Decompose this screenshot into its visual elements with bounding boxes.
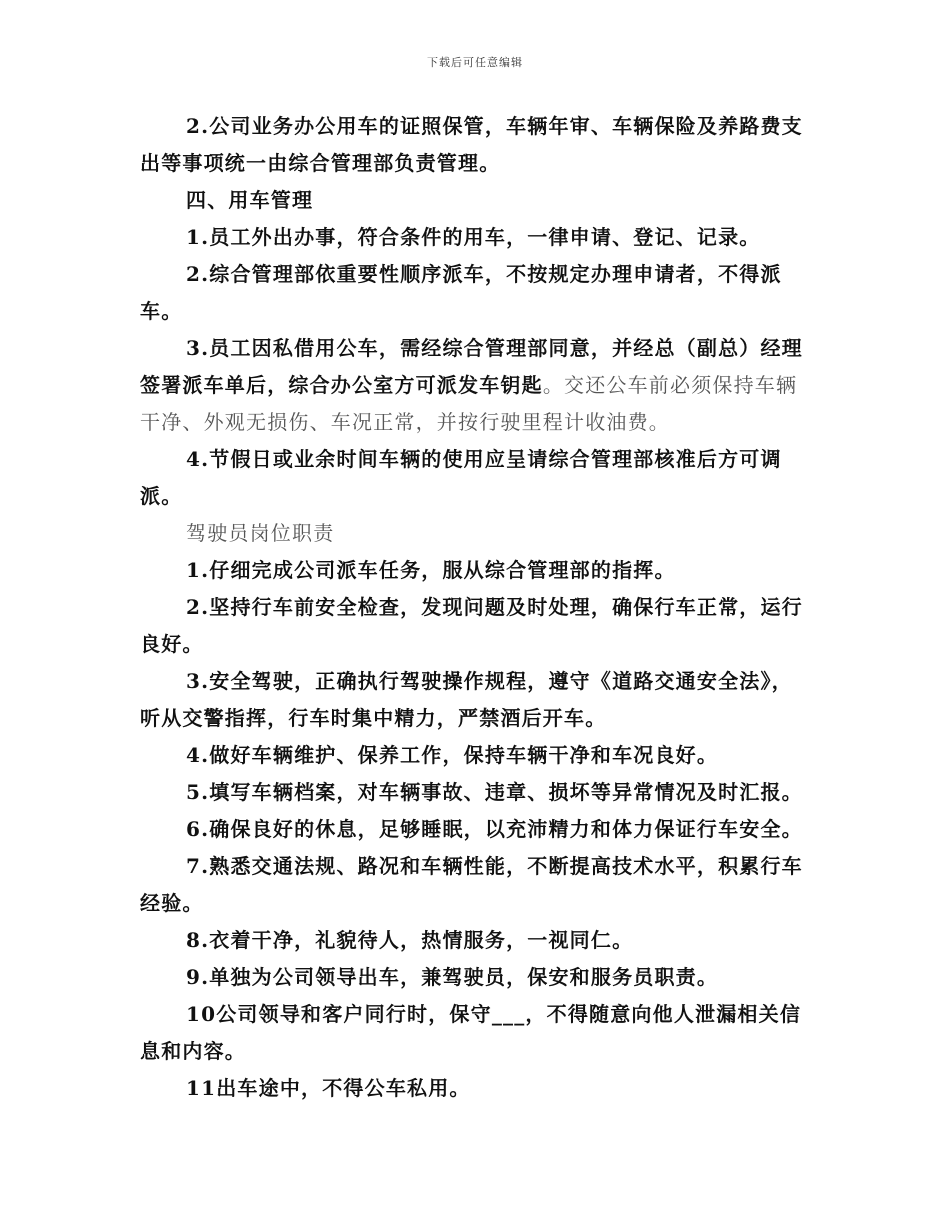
section-heading-vehicle-use: 四、用车管理 <box>186 188 314 212</box>
section-heading-driver-duties: 驾驶员岗位职责 <box>186 521 335 545</box>
paragraph-1: 2.公司业务办公用车的证照保管，车辆年审、车辆保险及养路费支出等事项统一由综合管理部负责管理。 <box>140 114 803 175</box>
paragraph-5: 3.员工因私借用公车，需经综合管理部同意，并经总（副总）经理签署派车单后，综合办公室方可派发车钥匙。交还公车前必须保持车辆干净、外观无损伤、车况正常，并按行驶里程计收油费。 <box>140 336 803 434</box>
paragraph-4: 2.综合管理部依重要性顺序派车，不按规定办理申请者，不得派车。 <box>140 262 782 323</box>
page-header: 下载后可任意编辑 <box>427 56 523 69</box>
paragraph-14: 7.熟悉交通法规、路况和车辆性能，不断提高技术水平，积累行车经验。 <box>140 854 803 915</box>
document-body <box>140 108 812 1107</box>
paragraph-10: 3.安全驾驶，正确执行驾驶操作规程，遵守《道路交通安全法》，听从交警指挥，行车时集中精力，严禁酒后开车。 <box>140 669 793 730</box>
paragraph-15: 8.衣着干净，礼貌待人，热情服务，一视同仁。 <box>186 928 634 952</box>
paragraph-9: 2.坚持行车前安全检查，发现问题及时处理，确保行车正常，运行良好。 <box>140 595 803 656</box>
paragraph-8: 1.仔细完成公司派车任务，服从综合管理部的指挥。 <box>186 558 676 582</box>
paragraph-12: 5.填写车辆档案，对车辆事故、违章、损坏等异常情况及时汇报。 <box>186 780 803 804</box>
paragraph-6: 4.节假日或业余时间车辆的使用应呈请综合管理部核准后方可调派。 <box>140 447 782 508</box>
paragraph-3: 1.员工外出办事，符合条件的用车，一律申请、登记、记录。 <box>186 225 761 249</box>
paragraph-11: 4.做好车辆维护、保养工作，保持车辆干净和车况良好。 <box>186 743 719 767</box>
paragraph-17: 10公司领导和客户同行时，保守___，不得随意向他人泄漏相关信息和内容。 <box>140 1002 802 1063</box>
paragraph-18: 11出车途中，不得公车私用。 <box>186 1076 471 1100</box>
paragraph-16: 9.单独为公司领导出车，兼驾驶员，保安和服务员职责。 <box>186 965 719 989</box>
paragraph-13: 6.确保良好的休息，足够睡眠，以充沛精力和体力保证行车安全。 <box>186 817 803 841</box>
